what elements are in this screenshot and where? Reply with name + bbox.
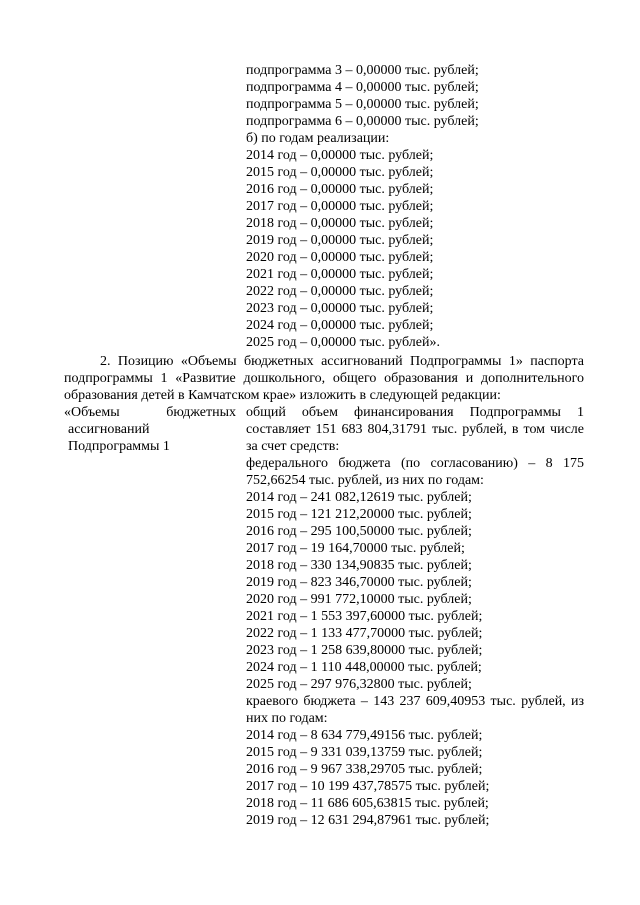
- amendment-paragraph: 2. Позицию «Объемы бюджетных ассигнований Подпрограммы 1» паспорта подпрограммы 1 «Развитие дошкольного, общего образования и дополнительного образования детей в Камчатском крае» изложить в следующей редакции:: [64, 354, 584, 403]
- federal-year-line: 2015 год – 121 212,20000 тыс. рублей;: [246, 507, 472, 522]
- federal-year-line: 2019 год – 823 346,70000 тыс. рублей;: [246, 575, 472, 590]
- federal-year-line: 2022 год – 1 133 477,70000 тыс. рублей;: [246, 626, 483, 641]
- federal-year-line: 2020 год – 991 772,10000 тыс. рублей;: [246, 592, 472, 607]
- federal-year-line: 2018 год – 330 134,90835 тыс. рублей;: [246, 558, 472, 573]
- list-line: 2021 год – 0,00000 тыс. рублей;: [246, 267, 434, 282]
- regional-year-line: 2015 год – 9 331 039,13759 тыс. рублей;: [246, 745, 483, 760]
- list-line: 2020 год – 0,00000 тыс. рублей;: [246, 250, 434, 265]
- list-line: подпрограмма 4 – 0,00000 тыс. рублей;: [246, 80, 479, 95]
- list-line: подпрограмма 3 – 0,00000 тыс. рублей;: [246, 63, 479, 78]
- list-line: 2015 год – 0,00000 тыс. рублей;: [246, 165, 434, 180]
- position-label: [64, 404, 236, 455]
- regional-year-line: 2019 год – 12 631 294,87961 тыс. рублей;: [246, 813, 490, 828]
- regional-year-line: 2018 год – 11 686 605,63815 тыс. рублей;: [246, 796, 489, 811]
- list-line: 2017 год – 0,00000 тыс. рублей;: [246, 199, 434, 214]
- regional-year-line: 2016 год – 9 967 338,29705 тыс. рублей;: [246, 762, 483, 777]
- label-line: ассигнований: [68, 422, 150, 437]
- federal-year-line: 2021 год – 1 553 397,60000 тыс. рублей;: [246, 609, 483, 624]
- list-line: 2018 год – 0,00000 тыс. рублей;: [246, 216, 434, 231]
- funding-intro: общий объем финансирования Подпрограммы 1 составляет 151 683 804,31791 тыс. рублей, в том числе за счет средств:: [246, 405, 584, 454]
- funding-details: [246, 404, 584, 829]
- top-funding-list: [246, 62, 584, 351]
- federal-year-line: 2014 год – 241 082,12619 тыс. рублей;: [246, 490, 472, 505]
- federal-budget-header: федерального бюджета (по согласованию) – 8 175 752,66254 тыс. рублей, из них по годам:: [246, 456, 584, 488]
- list-line: подпрограмма 5 – 0,00000 тыс. рублей;: [246, 97, 479, 112]
- list-line: 2019 год – 0,00000 тыс. рублей;: [246, 233, 434, 248]
- list-line: 2025 год – 0,00000 тыс. рублей».: [246, 335, 440, 350]
- regional-budget-header: краевого бюджета – 143 237 609,40953 тыс. рублей, из них по годам:: [246, 694, 584, 726]
- list-line: 2023 год – 0,00000 тыс. рублей;: [246, 301, 434, 316]
- list-line: 2016 год – 0,00000 тыс. рублей;: [246, 182, 434, 197]
- federal-year-line: 2016 год – 295 100,50000 тыс. рублей;: [246, 524, 472, 539]
- federal-year-line: 2023 год – 1 258 639,80000 тыс. рублей;: [246, 643, 483, 658]
- label-line: Подпрограммы 1: [68, 439, 170, 454]
- list-line: подпрограмма 6 – 0,00000 тыс. рублей;: [246, 114, 479, 129]
- label-line: «Объемы бюджетных: [64, 405, 236, 420]
- list-line: 2014 год – 0,00000 тыс. рублей;: [246, 148, 434, 163]
- regional-year-line: 2014 год – 8 634 779,49156 тыс. рублей;: [246, 728, 483, 743]
- regional-year-line: 2017 год – 10 199 437,78575 тыс. рублей;: [246, 779, 490, 794]
- federal-year-line: 2024 год – 1 110 448,00000 тыс. рублей;: [246, 660, 482, 675]
- federal-year-line: 2025 год – 297 976,32800 тыс. рублей;: [246, 677, 472, 692]
- list-line: 2022 год – 0,00000 тыс. рублей;: [246, 284, 434, 299]
- federal-year-line: 2017 год – 19 164,70000 тыс. рублей;: [246, 541, 465, 556]
- list-line: 2024 год – 0,00000 тыс. рублей;: [246, 318, 434, 333]
- list-line: б) по годам реализации:: [246, 131, 390, 146]
